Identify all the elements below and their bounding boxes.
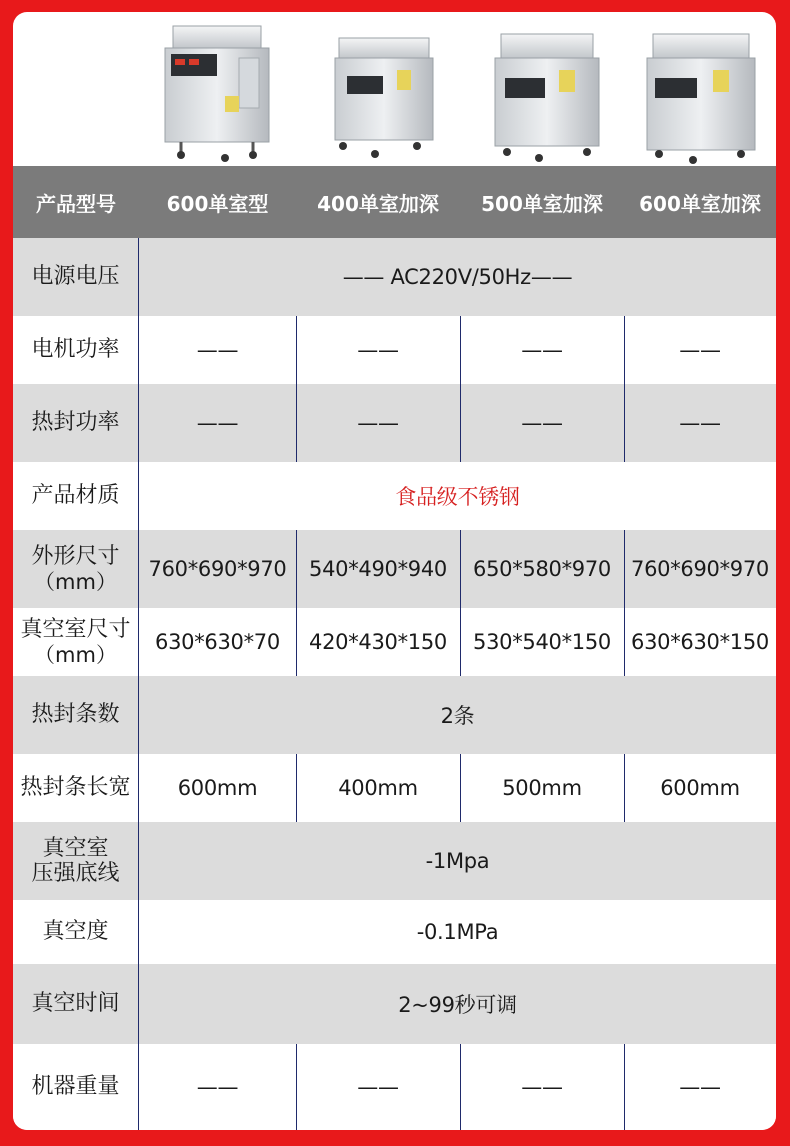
value-col-1: 600mm bbox=[177, 776, 258, 800]
value-col-3: 530*540*150 bbox=[473, 630, 611, 654]
value-col-4: —— bbox=[679, 338, 721, 362]
spec-row-chamber-size bbox=[13, 608, 776, 676]
column-divider bbox=[624, 530, 625, 676]
value-col-4: —— bbox=[679, 411, 721, 435]
machine-500-deep-image bbox=[495, 34, 599, 162]
row-value: 2~99秒可调 bbox=[398, 993, 517, 1017]
value-col-1: 630*630*70 bbox=[155, 630, 280, 654]
column-divider bbox=[624, 1044, 625, 1130]
value-col-4: 630*630*150 bbox=[631, 630, 769, 654]
row-value: 2条 bbox=[440, 704, 475, 728]
column-divider bbox=[296, 754, 297, 822]
value-col-4: 600mm bbox=[660, 776, 740, 800]
row-label: 电机功率 bbox=[31, 337, 120, 363]
spec-row-seal-power bbox=[13, 384, 776, 462]
header-label: 产品型号 bbox=[36, 191, 116, 216]
row-label: 真空室 压强底线 bbox=[31, 835, 120, 886]
spec-row-motor-power bbox=[13, 316, 776, 384]
value-col-2: 540*490*940 bbox=[309, 557, 447, 581]
spec-row-material bbox=[13, 462, 776, 530]
machine-600-single-image bbox=[165, 26, 269, 162]
row-value: -1Mpa bbox=[425, 849, 490, 873]
row-label: 产品材质 bbox=[31, 483, 120, 509]
value-col-3: 650*580*970 bbox=[473, 557, 611, 581]
spec-row-chamber-pressure bbox=[13, 822, 776, 900]
table-header bbox=[13, 166, 776, 238]
value-col-1: —— bbox=[196, 1075, 239, 1099]
row-label: 真空室尺寸 （mm） bbox=[20, 617, 131, 667]
value-col-3: —— bbox=[521, 1075, 563, 1099]
machine-400-deep-image bbox=[335, 38, 433, 158]
value-col-3: —— bbox=[521, 338, 563, 362]
header-model-2: 400单室加深 bbox=[317, 191, 439, 216]
row-label: 电源电压 bbox=[31, 264, 120, 290]
value-col-2: —— bbox=[357, 1075, 399, 1099]
value-col-3: 500mm bbox=[502, 776, 582, 800]
value-col-3: —— bbox=[521, 411, 563, 435]
spec-row-seal-length bbox=[13, 754, 776, 822]
row-label: 真空时间 bbox=[31, 991, 120, 1017]
value-col-2: 400mm bbox=[338, 776, 418, 800]
value-col-2: —— bbox=[357, 411, 399, 435]
row-label: 外形尺寸 （mm） bbox=[31, 544, 120, 594]
column-divider bbox=[624, 754, 625, 822]
spec-row-weight bbox=[13, 1044, 776, 1130]
column-divider bbox=[296, 530, 297, 676]
row-label: 热封条长宽 bbox=[20, 775, 131, 801]
value-col-1: 760*690*970 bbox=[148, 557, 287, 581]
value-col-2: —— bbox=[357, 338, 399, 362]
row-value: 食品级不锈钢 bbox=[395, 485, 520, 509]
row-label: 热封功率 bbox=[31, 410, 120, 436]
column-divider bbox=[460, 530, 461, 676]
column-divider bbox=[460, 316, 461, 462]
column-divider bbox=[460, 1044, 461, 1130]
spec-row-voltage bbox=[13, 238, 776, 316]
column-divider bbox=[296, 1044, 297, 1130]
spec-row-outer-size bbox=[13, 530, 776, 608]
row-value: —— AC220V/50Hz—— bbox=[342, 265, 573, 289]
spec-row-vacuum-degree bbox=[13, 900, 776, 964]
value-col-4: 760*690*970 bbox=[631, 557, 769, 581]
row-label: 真空度 bbox=[42, 919, 109, 945]
product-images bbox=[13, 12, 776, 166]
value-col-4: —— bbox=[679, 1075, 721, 1099]
column-divider bbox=[624, 316, 625, 462]
value-col-1: —— bbox=[196, 411, 239, 435]
label-column-divider bbox=[138, 238, 139, 1130]
row-label: 热封条数 bbox=[31, 702, 120, 728]
column-divider bbox=[296, 316, 297, 462]
spec-row-vacuum-time bbox=[13, 964, 776, 1044]
machine-600-deep-image bbox=[647, 34, 755, 164]
row-label: 机器重量 bbox=[31, 1074, 120, 1100]
spec-card bbox=[13, 12, 776, 1130]
value-col-2: 420*430*150 bbox=[309, 630, 447, 654]
column-divider bbox=[460, 754, 461, 822]
header-model-3: 500单室加深 bbox=[481, 191, 603, 216]
value-col-1: —— bbox=[196, 338, 239, 362]
row-value: -0.1MPa bbox=[416, 920, 499, 944]
spec-row-seal-count bbox=[13, 676, 776, 754]
header-model-1: 600单室型 bbox=[166, 191, 269, 216]
header-model-4: 600单室加深 bbox=[639, 191, 761, 216]
